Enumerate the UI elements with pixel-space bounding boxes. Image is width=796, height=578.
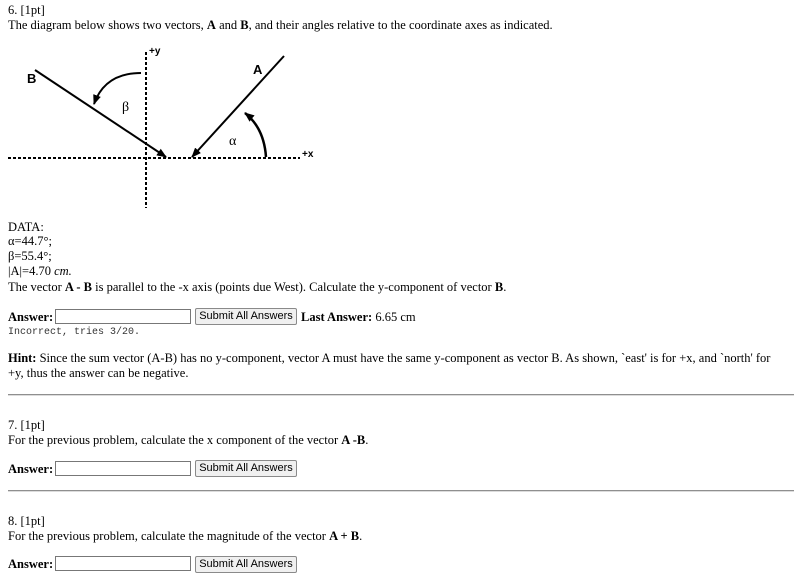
alpha-arc — [245, 113, 266, 157]
data-magnitude — [8, 264, 72, 279]
diagram-label-x: +x — [302, 149, 314, 160]
divider — [8, 490, 794, 492]
magnitude-value: |A|=4.70 — [8, 264, 55, 278]
problem-8-question — [8, 529, 362, 544]
vector-b-label: B — [494, 280, 504, 294]
question-expression: A - B — [64, 280, 93, 294]
question-text: For the previous problem, calculate the magnitude of the vector — [8, 529, 330, 543]
divider — [8, 394, 794, 396]
problem-7-header: 7. [1pt] — [8, 418, 45, 432]
data-title: DATA: — [8, 220, 44, 234]
problem-8-header: 8. [1pt] — [8, 514, 45, 528]
diagram-label-alpha: α — [229, 134, 237, 149]
submit-button-8[interactable]: Submit All Answers — [195, 556, 297, 573]
last-answer-value: 6.65 cm — [372, 310, 416, 324]
problem-6-header: 6. [1pt] — [8, 3, 45, 17]
answer-label: Answer: — [8, 310, 54, 324]
hint-line-1 — [8, 351, 770, 366]
question-text: . — [359, 529, 363, 543]
question-text: is parallel to the -x axis (points due West). Calculate the y-component of vector — [92, 280, 495, 294]
problem-7-question — [8, 433, 368, 448]
intro-text: , and their angles relative to the coordinate axes as indicated. — [248, 18, 553, 32]
data-beta: β=55.4°; — [8, 249, 52, 263]
intro-text: The diagram below shows two vectors, — [8, 18, 207, 32]
submit-button-6[interactable]: Submit All Answers — [195, 308, 297, 325]
hint-line-2: +y, thus the answer can be negative. — [8, 366, 189, 380]
vector-a-label: A — [206, 18, 216, 32]
vector-diagram — [0, 40, 340, 215]
intro-text: and — [215, 18, 241, 32]
diagram-label-b: B — [27, 71, 37, 86]
question-text: . — [365, 433, 369, 447]
hint-text: Since the sum vector (A-B) has no y-component, vector A must have the same y-component as vector B. As shown, `east' is for +x, and `north' for — [36, 351, 771, 365]
data-alpha: α=44.7°; — [8, 234, 52, 248]
last-answer — [301, 310, 416, 325]
answer-input-8[interactable] — [55, 556, 191, 571]
question-text: . — [503, 280, 507, 294]
answer-input-7[interactable] — [55, 461, 191, 476]
question-expression: A + B — [329, 529, 360, 543]
answer-label: Answer: — [8, 462, 54, 476]
vector-b-label: B — [240, 18, 249, 32]
beta-arc — [94, 73, 141, 104]
diagram-label-a: A — [253, 62, 263, 77]
question-text: For the previous problem, calculate the x component of the vector — [8, 433, 342, 447]
answer-label: Answer: — [8, 557, 54, 571]
answer-input-6[interactable] — [55, 309, 191, 324]
question-text: The vector — [8, 280, 65, 294]
last-answer-label: Last Answer: — [301, 310, 373, 324]
problem-6-intro — [8, 18, 553, 33]
problem-6-question — [8, 280, 506, 295]
question-expression: A -B — [341, 433, 366, 447]
status-message: Incorrect, tries 3/20. — [8, 327, 141, 338]
diagram-label-beta: β — [122, 100, 130, 115]
hint-label: Hint: — [8, 351, 37, 365]
submit-button-7[interactable]: Submit All Answers — [195, 460, 297, 477]
vector-a-arrow — [192, 56, 284, 157]
diagram-label-y: +y — [149, 46, 161, 57]
magnitude-unit: cm. — [54, 264, 72, 278]
